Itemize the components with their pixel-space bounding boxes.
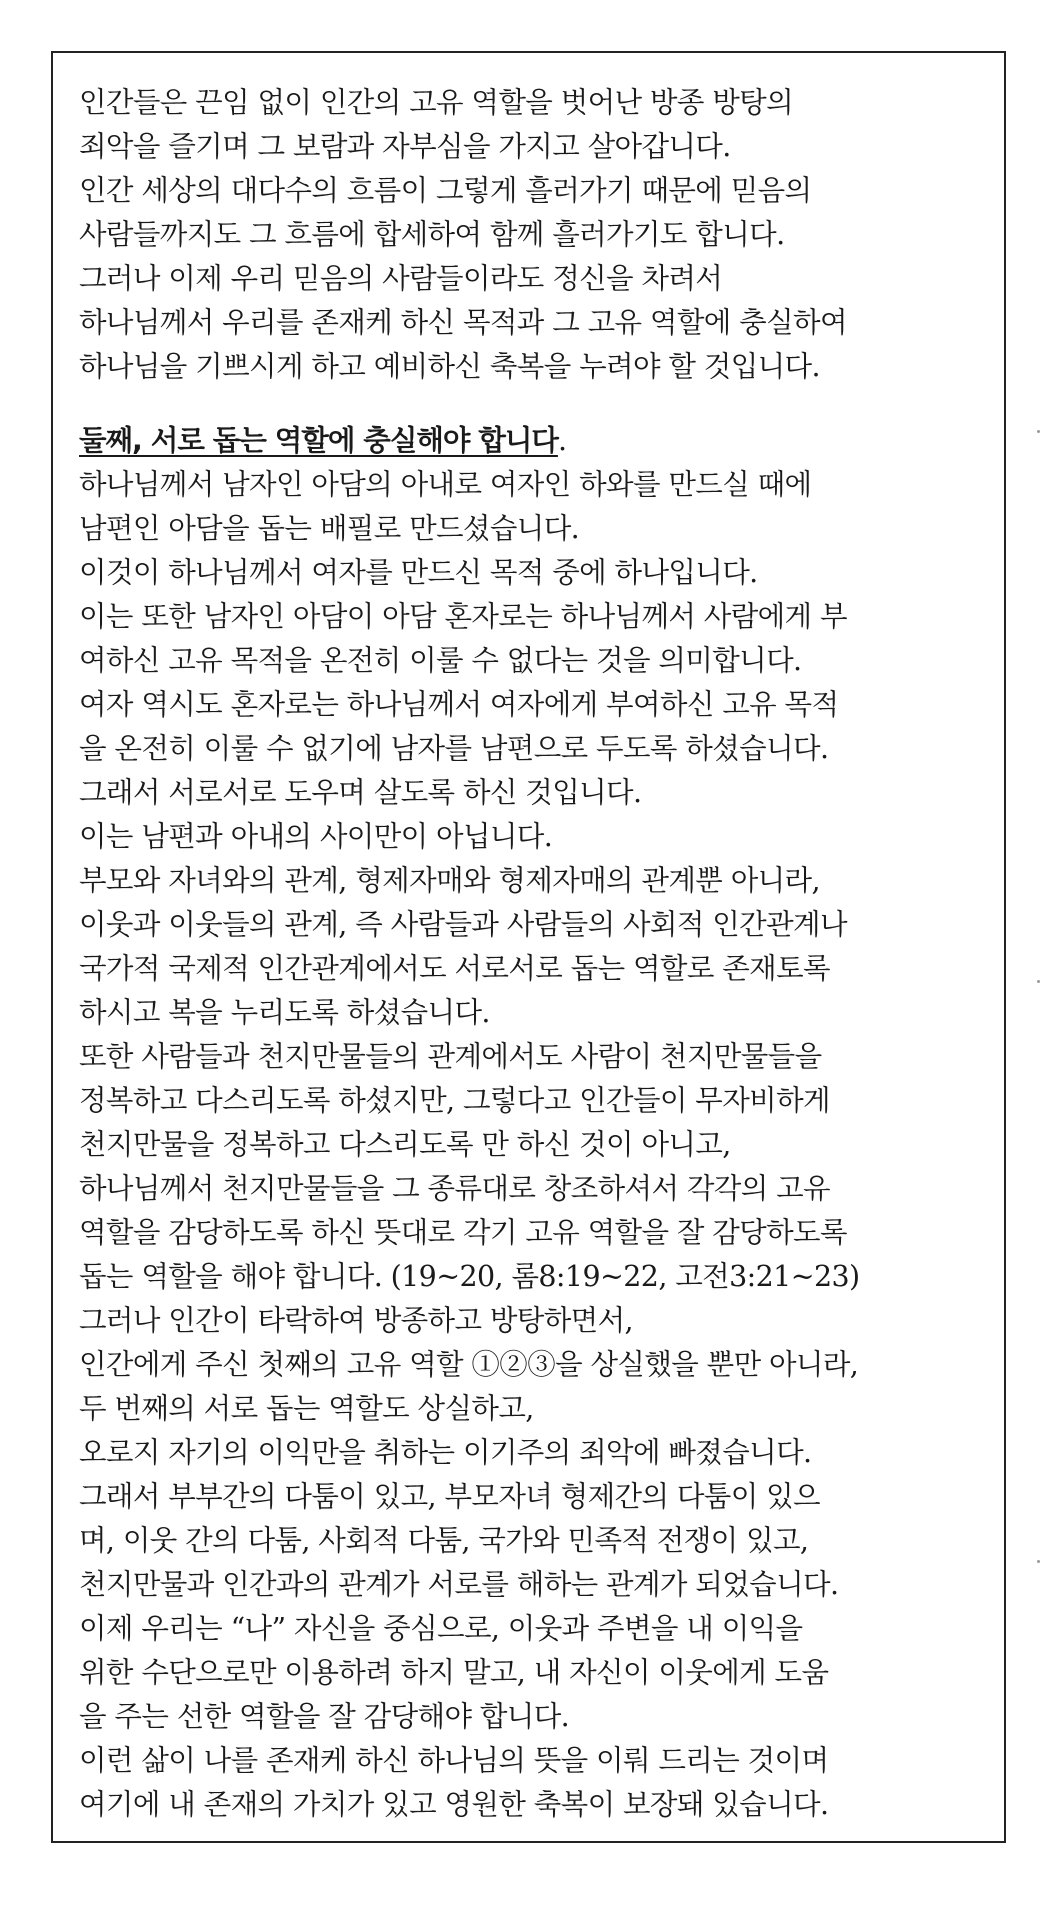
text-line: 역할을 감당하도록 하신 뜻대로 각기 고유 역할을 잘 감당하도록 xyxy=(79,1216,847,1249)
section-heading: 둘째, 서로 돕는 역할에 충실해야 합니다 xyxy=(79,424,558,457)
text-line: 여기에 내 존재의 가치가 있고 영원한 축복이 보장돼 있습니다. xyxy=(79,1788,829,1821)
text-line: 하시고 복을 누리도록 하셨습니다. xyxy=(79,996,490,1029)
text-line: 여자 역시도 혼자로는 하나님께서 여자에게 부여하신 고유 목적 xyxy=(79,688,839,721)
text-line: 국가적 국제적 인간관계에서도 서로서로 돕는 역할로 존재토록 xyxy=(79,952,830,985)
text-line: 며, 이웃 간의 다툼, 사회적 다툼, 국가와 민족적 전쟁이 있고, xyxy=(79,1524,809,1557)
text-line: 천지만물을 정복하고 다스리도록 만 하신 것이 아니고, xyxy=(79,1128,731,1161)
section-heading-period: . xyxy=(557,424,567,457)
text-line: 위한 수단으로만 이용하려 하지 말고, 내 자신이 이웃에게 도움 xyxy=(79,1656,829,1689)
page-frame xyxy=(51,51,1006,1843)
text-line: 오로지 자기의 이익만을 취하는 이기주의 죄악에 빠졌습니다. xyxy=(79,1436,812,1469)
text-line: 을 주는 선한 역할을 잘 감당해야 합니다. xyxy=(79,1700,570,1733)
text-line: 하나님께서 우리를 존재케 하신 목적과 그 고유 역할에 충실하여 xyxy=(79,306,847,339)
text-line: 돕는 역할을 해야 합니다. (19~20, 롬8:19~22, 고전3:21~23) xyxy=(79,1260,860,1293)
paragraph-1 xyxy=(79,81,980,389)
text-line: 죄악을 즐기며 그 보람과 자부심을 가지고 살아갑니다. xyxy=(79,130,731,163)
text-line: 그래서 서로서로 도우며 살도록 하신 것입니다. xyxy=(79,776,642,809)
text-line: 여하신 고유 목적을 온전히 이룰 수 없다는 것을 의미합니다. xyxy=(79,644,802,677)
text-line: 인간들은 끈임 없이 인간의 고유 역할을 벗어난 방종 방탕의 xyxy=(79,86,794,119)
text-line: 이제 우리는 “나” 자신을 중심으로, 이웃과 주변을 내 이익을 xyxy=(79,1612,803,1645)
text-line: 하나님을 기쁘시게 하고 예비하신 축복을 누려야 할 것입니다. xyxy=(79,350,820,383)
text-line: 하나님께서 남자인 아담의 아내로 여자인 하와를 만드실 때에 xyxy=(79,468,812,501)
text-line: 그러나 인간이 타락하여 방종하고 방탕하면서, xyxy=(79,1304,633,1337)
text-line: 이웃과 이웃들의 관계, 즉 사람들과 사람들의 사회적 인간관계나 xyxy=(79,908,847,941)
text-line: 정복하고 다스리도록 하셨지만, 그렇다고 인간들이 무자비하게 xyxy=(79,1084,830,1117)
text-line: 인간 세상의 대다수의 흐름이 그렇게 흘러가기 때문에 믿음의 xyxy=(79,174,812,207)
text-line: 그래서 부부간의 다툼이 있고, 부모자녀 형제간의 다툼이 있으 xyxy=(79,1480,820,1513)
text-line: 부모와 자녀와의 관계, 형제자매와 형제자매의 관계뿐 아니라, xyxy=(79,864,820,897)
text-line: 하나님께서 천지만물들을 그 종류대로 창조하셔서 각각의 고유 xyxy=(79,1172,830,1205)
text-line: 을 온전히 이룰 수 없기에 남자를 남편으로 두도록 하셨습니다. xyxy=(79,732,829,765)
scan-speck xyxy=(1037,430,1040,433)
text-line: 천지만물과 인간과의 관계가 서로를 해하는 관계가 되었습니다. xyxy=(79,1568,839,1601)
text-line: 이는 남편과 아내의 사이만이 아닙니다. xyxy=(79,820,553,853)
section-heading-line xyxy=(79,419,980,463)
paragraph-2 xyxy=(79,463,980,1827)
text-line: 이런 삶이 나를 존재케 하신 하나님의 뜻을 이뤄 드리는 것이며 xyxy=(79,1744,829,1777)
scan-speck xyxy=(1037,980,1040,983)
text-line: 그러나 이제 우리 믿음의 사람들이라도 정신을 차려서 xyxy=(79,262,723,295)
text-line: 또한 사람들과 천지만물들의 관계에서도 사람이 천지만물들을 xyxy=(79,1040,822,1073)
text-line: 사람들까지도 그 흐름에 합세하여 함께 흘러가기도 합니다. xyxy=(79,218,785,251)
text-line: 이는 또한 남자인 아담이 아담 혼자로는 하나님께서 사람에게 부 xyxy=(79,600,847,633)
scan-speck xyxy=(1037,1560,1040,1563)
text-line: 인간에게 주신 첫째의 고유 역할 ①②③을 상실했을 뿐만 아니라, xyxy=(79,1348,859,1381)
text-line: 남편인 아담을 돕는 배필로 만드셨습니다. xyxy=(79,512,580,545)
text-line: 두 번째의 서로 돕는 역할도 상실하고, xyxy=(79,1392,534,1425)
paragraph-gap xyxy=(79,389,980,419)
text-line: 이것이 하나님께서 여자를 만드신 목적 중에 하나입니다. xyxy=(79,556,758,589)
